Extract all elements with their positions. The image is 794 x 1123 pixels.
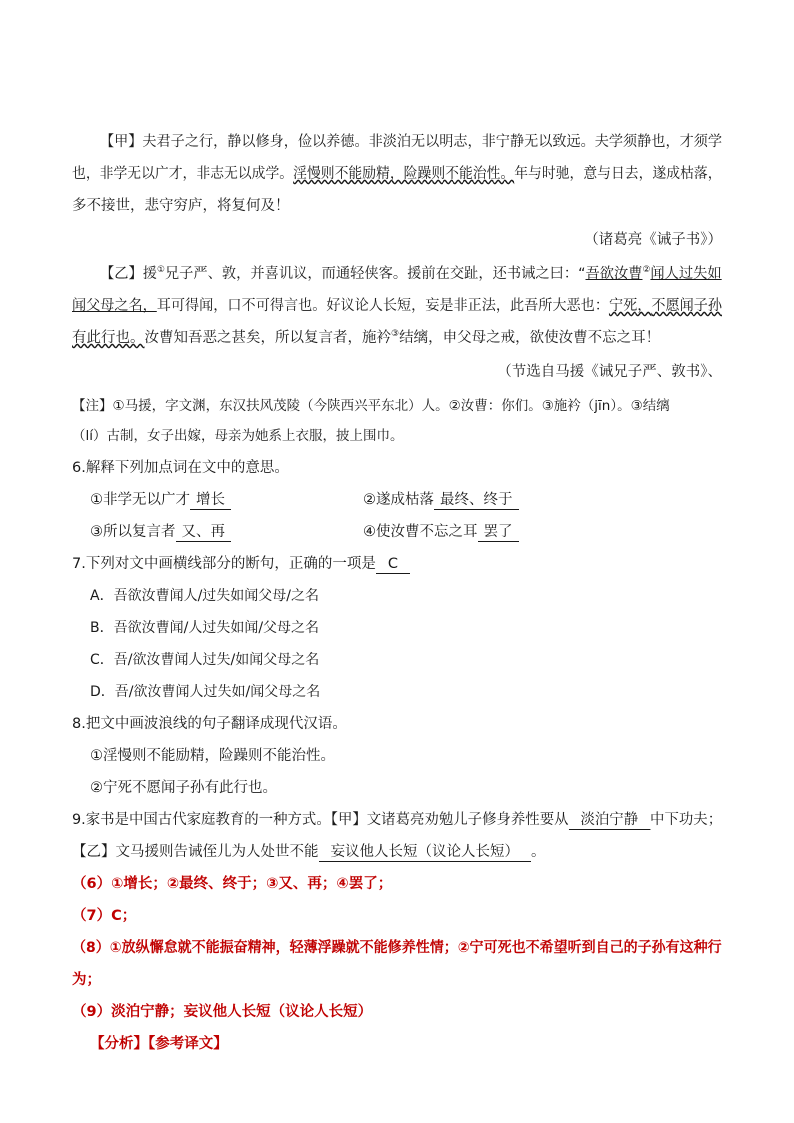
notes-line-2: （lí）古制，女子出嫁，母亲为她系上衣服，披上围巾。: [72, 428, 404, 444]
wavy-sentence-1: 淫慢则不能励精，险躁则不能治性。: [293, 166, 515, 182]
answer-blank: 增长: [190, 491, 231, 510]
question-7-stem: 7.下列对文中画横线部分的断句，正确的一项是 C: [72, 554, 410, 574]
passage-yi-line-1: 【乙】援①兄子严、敦，并喜讥议，而通轻侠客。援前在交趾，还书诫之曰：“吾欲汝曹②闻人过失如: [100, 265, 722, 282]
passage-yi-line-3: 有此行也。汝曹知吾恶之甚矣，所以复言者，施衿③结缡，申父母之戒，欲使汝曹不忘之耳！: [72, 329, 661, 346]
answer-blank: 淡泊宁静: [569, 811, 650, 830]
question-7-option-d: D．吾/欲汝曹闻人过失如/闻父母之名: [90, 684, 321, 700]
question-9-line-2: 【乙】文马援则告诫侄儿为人处世不能 妄议他人长短（议论人长短） 。: [72, 844, 546, 860]
question-6-row-1: ①非学无以广才 增长: [90, 490, 231, 510]
question-7-option-b: B．吾欲汝曹闻/人过失如闻/父母之名: [90, 620, 320, 636]
question-6-item-2: ②遂成枯落 最终、终于: [363, 490, 519, 510]
question-6-row-2: ③所以复言者 又、再: [90, 522, 231, 542]
answer-9: （9）淡泊宁静；妄议他人长短（议论人长短）: [72, 1004, 373, 1020]
question-7-option-a: A．吾欲汝曹闻人/过失如闻父母/之名: [90, 588, 320, 604]
passage-yi-line-2: 闻父母之名，耳可得闻，口不可得言也。好议论人长短，妄是非正法，此吾所大恶也：宁死，不愿闻子孙: [72, 298, 722, 314]
question-9-line-1: 9.家书是中国古代家庭教育的一种方式。【甲】文诸葛亮劝勉儿子修身养性要从 淡泊宁静 中下功夫；: [72, 812, 723, 828]
passage-yi-source: （节选自马援《诫兄子严、敦书》、: [497, 364, 722, 380]
passage-yi-label: 【乙】: [100, 266, 143, 282]
answer-blank: 最终、终于: [434, 491, 519, 510]
question-8-item-2: ②宁死不愿闻子孙有此行也。: [90, 780, 277, 796]
passage-jia-source: （诸葛亮《诫子书》）: [584, 232, 722, 248]
notes-line-1: 【注】①马援，字文渊，东汉扶风茂陵（今陕西兴平东北）人。②汝曹：你们。③施衿（jīn）。③结缡: [72, 398, 670, 414]
answer-7: （7）C；: [72, 908, 137, 924]
answer-blank: C: [376, 555, 410, 574]
answer-6: （6）①增长；②最终、终于；③又、再；④罢了；: [72, 876, 393, 892]
answer-blank: 罢了: [478, 523, 519, 542]
passage-jia-label: 【甲】: [100, 134, 143, 150]
passage-jia-line-1: 【甲】夫君子之行，静以修身，俭以养德。非淡泊无以明志，非宁静无以致远。夫学须静也，才须学: [100, 134, 722, 150]
wavy-sentence-2: 宁死，: [608, 298, 652, 314]
question-6-item-4: ④使汝曹不忘之耳 罢了: [363, 522, 519, 542]
passage-jia-line-3: 多不接世，悲守穷庐，将复何及！: [72, 198, 290, 214]
question-8-item-1: ①淫慢则不能励精，险躁则不能治性。: [90, 748, 335, 764]
question-7-option-c: C．吾/欲汝曹闻人过失/如闻父母之名: [90, 652, 320, 668]
answer-8-line-2: 为；: [72, 972, 101, 988]
analysis-heading: 【分析】【参考译文】: [90, 1036, 228, 1052]
underlined-phrase: 吾欲汝曹: [585, 266, 643, 282]
question-8-stem: 8.把文中画波浪线的句子翻译成现代汉语。: [72, 716, 347, 732]
answer-8-line-1: （8）①放纵懈怠就不能振奋精神，轻薄浮躁就不能修养性情；②宁可死也不希望听到自己的子孙有这种行: [72, 940, 722, 956]
answer-blank: 又、再: [176, 523, 232, 542]
answer-blank: 妄议他人长短（议论人长短）: [319, 843, 532, 862]
passage-jia-line-2: 也，非学无以广才，非志无以成学。淫慢则不能励精，险躁则不能治性。年与时驰，意与日去，遂成枯落，: [72, 166, 722, 182]
question-6-stem: 6.解释下列加点词在文中的意思。: [72, 460, 289, 476]
